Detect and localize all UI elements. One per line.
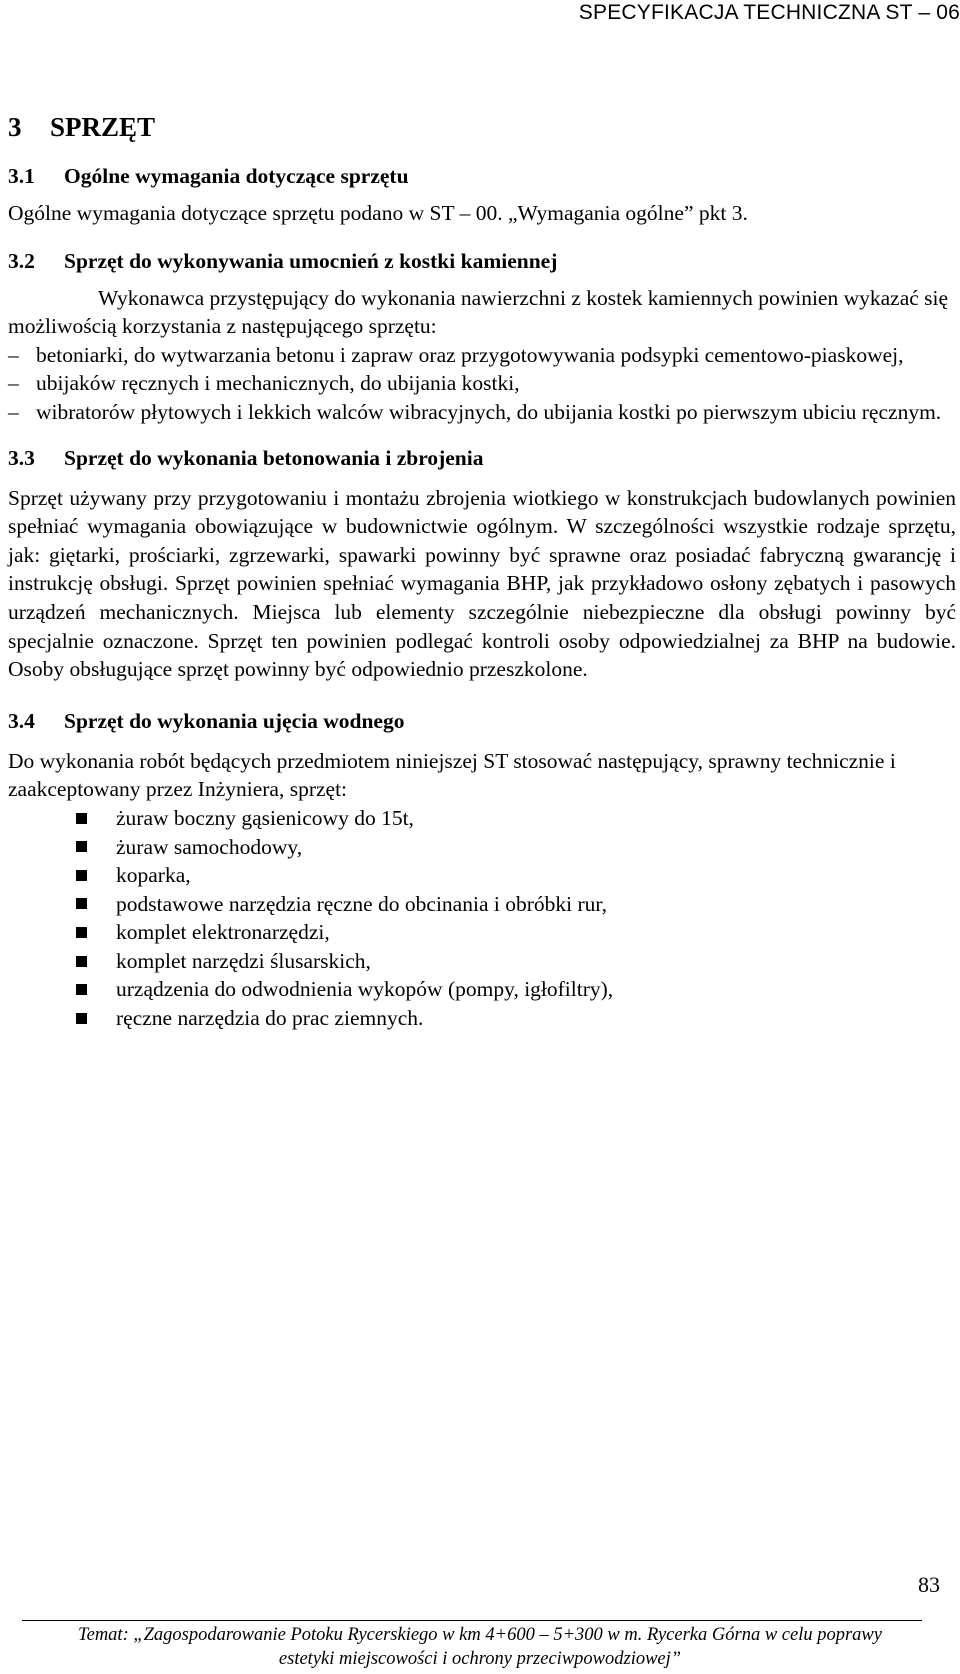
section-3-1-body: Ogólne wymagania dotyczące sprzętu podano w ST – 00. „Wymagania ogólne” pkt 3. — [8, 201, 748, 225]
footer-divider — [22, 1620, 922, 1621]
section-3-2-intro: Wykonawca przystępujący do wykonania nawierzchni z kostek kamiennych powinien wykazać się możliwością korzystania z następującego sprzętu: — [8, 285, 949, 339]
section-3-1-heading — [8, 163, 956, 190]
list-item-text: podstawowe narzędzia ręczne do obcinania i obróbki rur, — [116, 891, 608, 916]
list-item-text: urządzenia do odwodnienia wykopów (pompy, igłofiltry), — [116, 977, 614, 1002]
square-bullet — [76, 984, 87, 995]
equipment-dash-list — [8, 341, 956, 427]
list-item-text: żuraw boczny gąsienicowy do 15t, — [116, 805, 414, 830]
list-item — [8, 804, 956, 833]
list-item-text: betoniarki, do wytwarzania betonu i zapraw oraz przygotowywania podsypki cementowo-piaskowej, — [36, 342, 904, 367]
footer-line-1: Temat: „Zagospodarowanie Potoku Rycerskiego w km 4+600 – 5+300 w m. Rycerka Górna w celu poprawy — [78, 1625, 882, 1645]
list-item — [8, 918, 956, 947]
list-item-text: komplet narzędzi ślusarskich, — [116, 948, 371, 973]
list-item — [8, 890, 956, 919]
section-title: SPRZĘT — [50, 112, 156, 142]
section-3-4-heading — [8, 708, 956, 735]
dash-bullet: – — [8, 399, 19, 424]
square-bullet — [76, 870, 87, 881]
list-item-text: żuraw samochodowy, — [116, 834, 303, 859]
section-title: Ogólne wymagania dotyczące sprzętu — [64, 164, 409, 188]
section-number: 3.3 — [8, 445, 35, 470]
section-title: Sprzęt do wykonywania umocnień z kostki kamiennej — [64, 248, 558, 273]
dash-bullet: – — [8, 342, 19, 367]
dash-bullet: – — [8, 371, 19, 396]
list-item-text: koparka, — [116, 863, 191, 888]
list-item — [8, 947, 956, 976]
list-item — [8, 861, 956, 890]
section-number: 3.1 — [8, 164, 35, 188]
running-header: SPECYFIKACJA TECHNICZNA ST – 06 — [578, 1, 960, 24]
section-3-2-heading — [8, 248, 956, 275]
square-bullet — [76, 813, 87, 824]
list-item — [8, 975, 956, 1004]
square-bullet — [76, 898, 87, 909]
section-title: Sprzęt do wykonania betonowania i zbrojenia — [64, 445, 484, 470]
list-item-text: wibratorów płytowych i lekkich walców wibracyjnych, do ubijania kostki po pierwszym ubiciu ręcznym. — [36, 399, 942, 424]
square-bullet — [76, 927, 87, 938]
document-body — [8, 112, 956, 1033]
list-item — [8, 1004, 956, 1033]
page-number: 83 — [918, 1572, 940, 1597]
footer-line-2: estetyki miejscowości i ochrony przeciwpowodziowej” — [278, 1649, 682, 1669]
square-bullet — [76, 1013, 87, 1024]
list-item — [8, 833, 956, 862]
section-number: 3.4 — [8, 708, 35, 733]
section-3-3-body: Sprzęt używany przy przygotowaniu i montażu zbrojenia wiotkiego w konstrukcjach budowlanych powinien spełniać wymagania obowiązujące w budownictwie ogólnym. W szczególności wszystkie rodzaje sprzętu, jak: giętarki, prościarki, zgrzewarki, spawarki powinny być sprawne oraz posiadać fabryczną gwarancję i instrukcję obsługi. Sprzęt powinien spełniać wymagania BHP, jak przykładowo osłony zębatych i pasowych urządzeń mechanicznych. Miejsca lub elementy szczególnie niebezpieczne dla obsługi powinny być specjalnie oznaczone. Sprzęt ten powinien podlegać kontroli osoby odpowiedzialnej za BHP na budowie. Osoby obsługujące sprzęt powinny być odpowiednio przeszkolone. — [8, 485, 956, 682]
section-title: Sprzęt do wykonania ujęcia wodnego — [64, 708, 405, 733]
footer — [0, 1623, 960, 1671]
section-number: 3.2 — [8, 248, 35, 273]
section-number: 3 — [8, 112, 22, 142]
list-item-text: ręczne narzędzia do prac ziemnych. — [116, 1006, 424, 1031]
equipment-square-list — [8, 804, 956, 1033]
list-item — [8, 341, 956, 370]
section-3-heading — [8, 112, 956, 143]
list-item — [8, 369, 956, 398]
section-3-3-heading — [8, 445, 956, 472]
square-bullet — [76, 956, 87, 967]
list-item-text: komplet elektronarzędzi, — [116, 920, 330, 945]
square-bullet — [76, 841, 87, 852]
section-3-4-intro: Do wykonania robót będących przedmiotem niniejszej ST stosować następujący, sprawny technicznie i zaakceptowany przez Inżyniera, sprzęt: — [8, 748, 896, 802]
list-item-text: ubijaków ręcznych i mechanicznych, do ubijania kostki, — [36, 371, 520, 396]
list-item — [8, 398, 956, 427]
